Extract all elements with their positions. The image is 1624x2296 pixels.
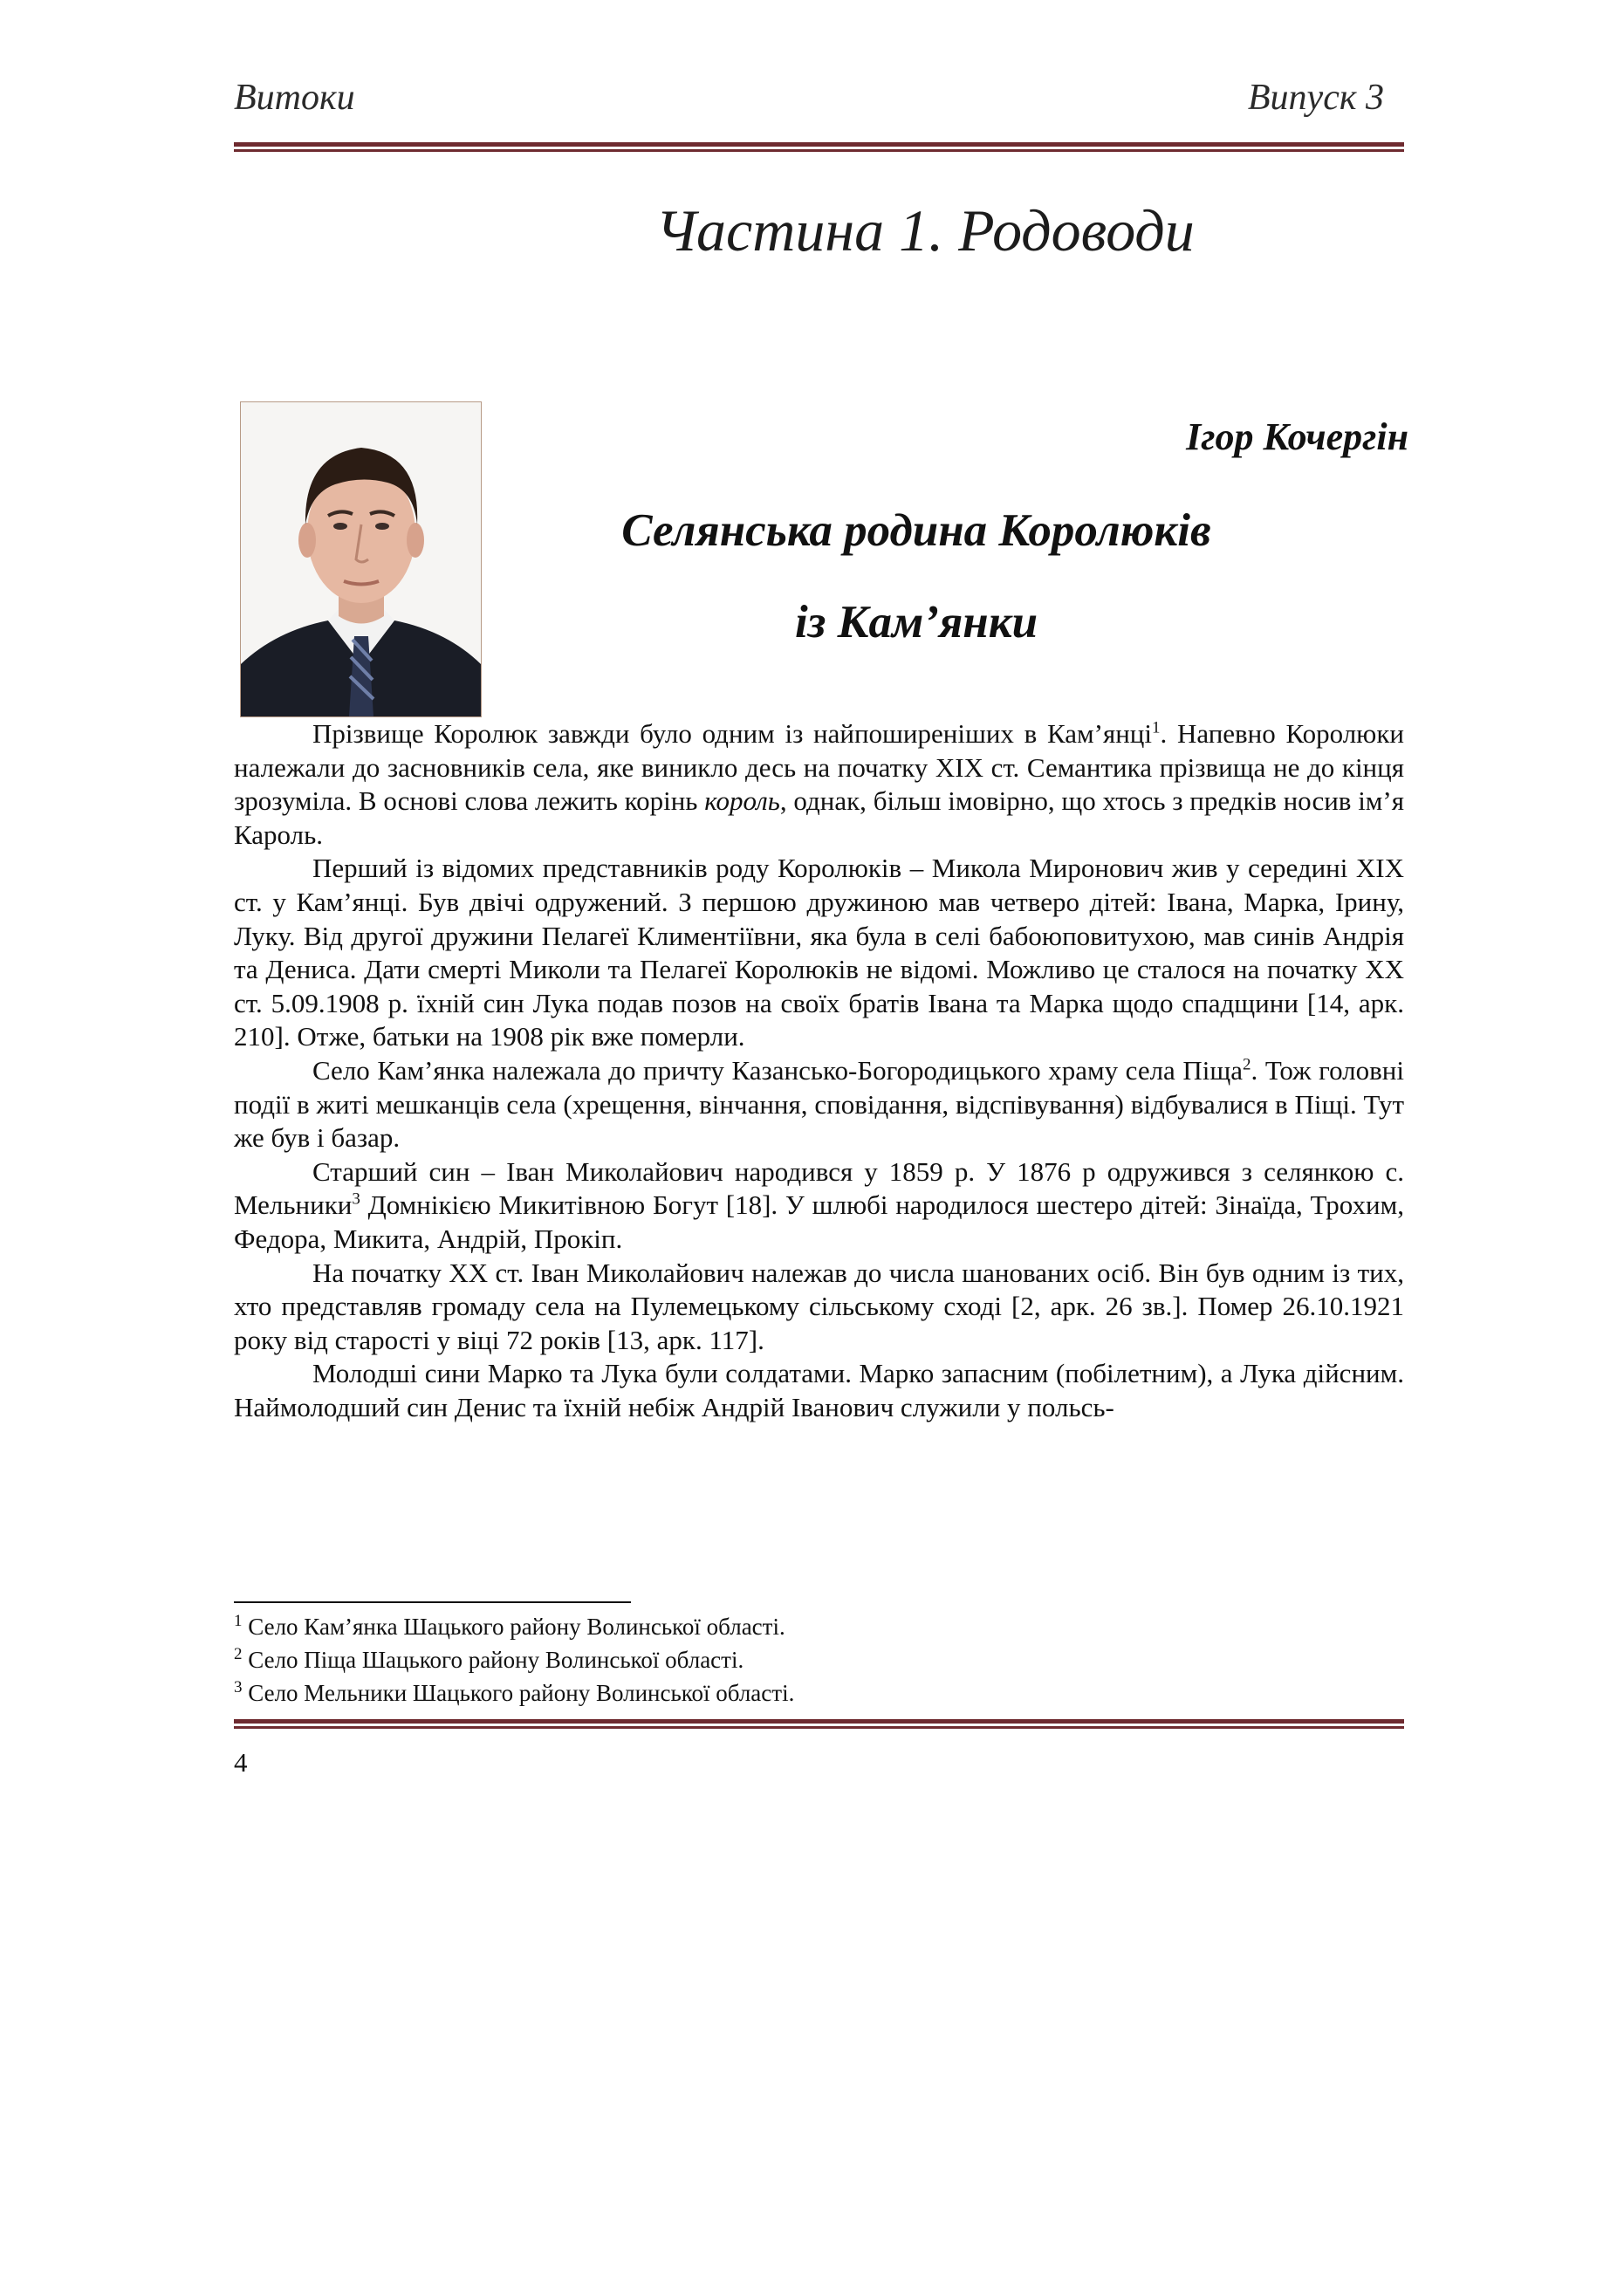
running-header-right: Випуск 3	[1247, 78, 1384, 118]
footnote-3: $^3$ Село Мельники Шацького району Волинської області.	[234, 1678, 795, 1706]
footnote-ref: 2	[1243, 1055, 1251, 1074]
paragraph-6: Молодші сини Марко та Лука були солдатами. Марко запасним (побілетним), а Лука дійсним. Наймолодший син Денис та їхній небіж Андрій Іванович служили у польсь-	[234, 1358, 1404, 1422]
paragraph-5: На початку XX ст. Іван Миколайович належав до числа шанованих осіб. Він був одним із тих, хто представляв громаду села на Пулемецькому сільському сході [2, арк. 26 зв.]. Помер 26.10.1921 року від старості у віці 72 років [13, арк. 117].	[234, 1257, 1404, 1355]
footnote-2: $^2$ Село Піща Шацького району Волинської області.	[234, 1645, 744, 1673]
header-double-rule	[234, 142, 1404, 152]
footnote-ref: 1	[1152, 718, 1161, 737]
article-body	[234, 717, 1404, 1424]
author-name: Ігор Кочергін	[1186, 415, 1408, 458]
paragraph-2: Перший із відомих представників роду Королюків – Микола Миронович жив у середині XIX ст. у Кам’янці. Був двічі одружений. З першою дружиною мав четверо дітей: Івана, Марка, Ірину, Луку. Від другої дружини Пелагеї Климентіївни, яка була в селі бабоюповитухою, мав синів Андрія та Дениса. Дати смерті Миколи та Пелагеї Королюків не відомі. Можливо це сталося на початку XX ст. 5.09.1908 р. їхній син Лука подав позов на своїх братів Івана та Марка щодо спадщини [14, арк. 210]. Отже, батьки на 1908 рік вже померли.	[234, 853, 1404, 1052]
running-header-left: Витоки	[234, 78, 355, 118]
author-portrait	[240, 401, 482, 717]
paragraph-4: Старший син – Іван Миколайович народився у 1859 р. У 1876 р одружився з селянкою с. Мельники$^3$ Домнікією Микитівною Богут [18]. У шлюбі народилося шестеро дітей: Зінаїда, Трохим, Федора, Микита, Андрій, Прокіп.	[234, 1155, 1404, 1254]
portrait-image	[241, 402, 481, 716]
footnote-separator	[234, 1601, 631, 1603]
footnotes	[234, 1610, 1107, 1710]
part-title: Частина 1. Родоводи	[655, 197, 1195, 264]
article-title-line-1: Селянська родина Королюків	[621, 505, 1211, 556]
footnote-1: $^1$ Село Кам’янка Шацького району Волинської області.	[234, 1612, 785, 1640]
footer-double-rule	[234, 1719, 1404, 1729]
article-title-line-2: із Кам’янки	[794, 597, 1038, 648]
paragraph-3: Село Кам’янка належала до причту Казансько-Богородицького храму села Піща$^2$. Тож головні події в житі мешканців села (хрещення, вінчання, сповідання, відспівування) відбувалися в Піщі. Тут же був і базар.	[234, 1054, 1404, 1154]
footnote-ref: 3	[352, 1189, 360, 1209]
page-number: 4	[234, 1747, 248, 1778]
paragraph-1: Прізвище Королюк завжди було одним із найпоширеніших в Кам’янці$^1$. Напевно Королюки належали до засновників села, яке виникло десь на початку XIX ст. Семантика прізвища не до кінця зрозуміла. В основі слова лежить корінь король, однак, більш імовірно, що хтось з предків носив ім’я Кароль.	[234, 718, 1405, 850]
